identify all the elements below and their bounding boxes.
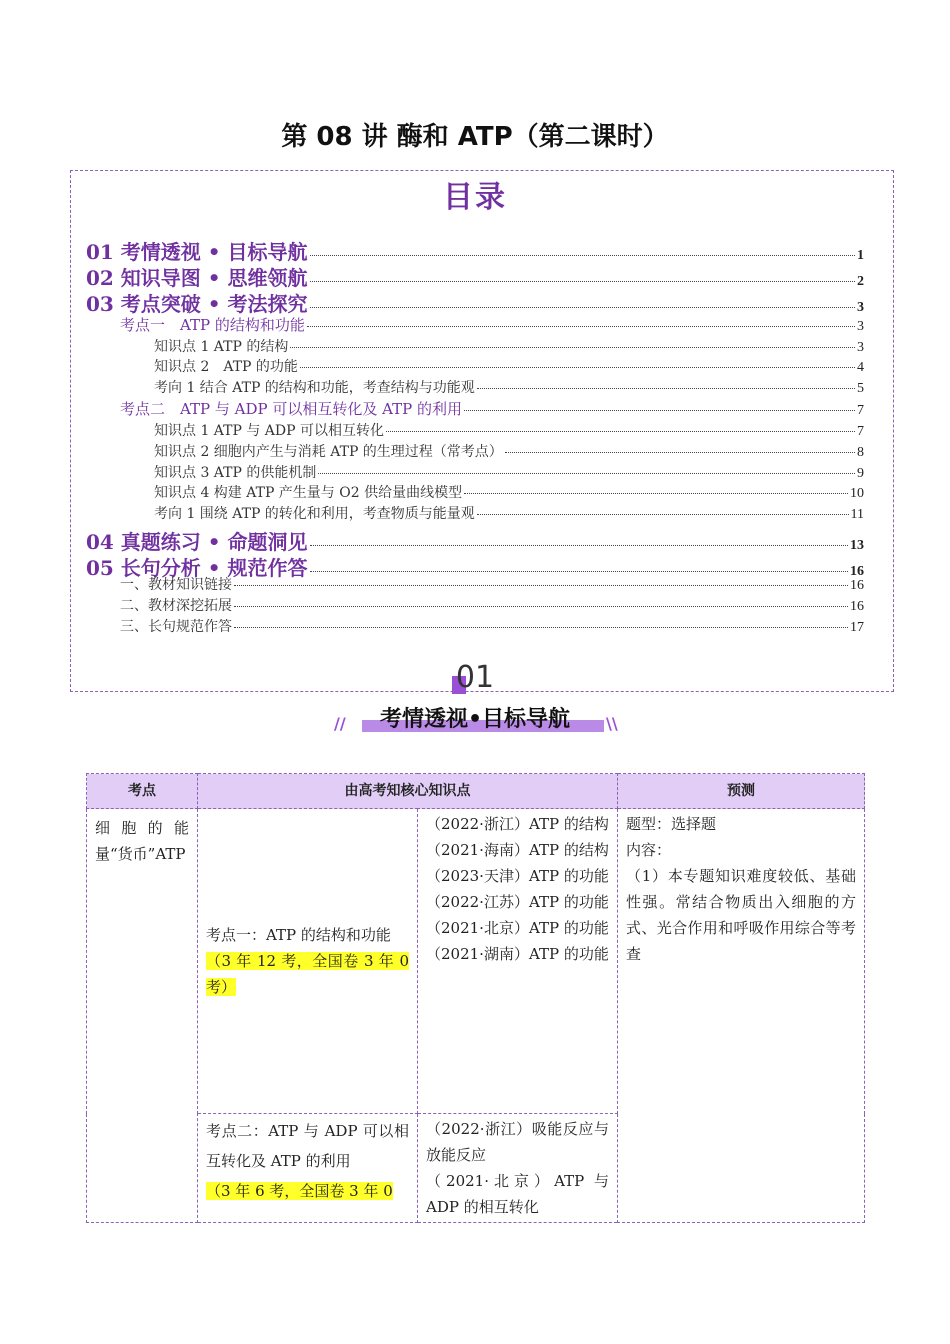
list-item: （2022·江苏）ATP 的功能 xyxy=(426,893,609,911)
toc-entry-text: 考向 1 结合 ATP 的结构和功能，考查结构与功能观 xyxy=(154,380,475,396)
toc-page-number: 11 xyxy=(850,507,864,522)
toc-leader-dots xyxy=(310,571,848,572)
toc-page-number: 7 xyxy=(857,403,864,418)
point2-label: 考点二：ATP 与 ADP 可以相互转化及 ATP 的利用 xyxy=(206,1122,409,1170)
section-slash-left: // xyxy=(334,714,346,733)
toc-entry[interactable] xyxy=(86,236,864,265)
toc-entry-text: 考点一 ATP 的结构和功能 xyxy=(120,316,305,334)
toc-page-number: 3 xyxy=(857,319,864,334)
toc-entry[interactable] xyxy=(86,288,864,317)
list-item: （2022·浙江）ATP 的结构 xyxy=(426,815,609,833)
point2-cell xyxy=(198,1114,418,1223)
toc-entry[interactable] xyxy=(154,482,864,502)
toc-entry[interactable] xyxy=(120,574,864,594)
list-item: （2021·北京）ATP 的功能 xyxy=(426,919,609,937)
toc-page-number: 1 xyxy=(857,248,864,263)
toc-leader-dots xyxy=(310,545,848,546)
toc-leader-dots xyxy=(290,347,855,348)
list-item: （2021·湖南）ATP 的功能 xyxy=(426,945,609,963)
document-title: 第 08 讲 酶和 ATP（第二课时） xyxy=(281,122,669,152)
toc-page-number: 17 xyxy=(850,620,864,635)
toc-leader-dots xyxy=(234,585,848,586)
toc-leader-dots xyxy=(310,307,855,308)
toc-leader-dots xyxy=(477,388,855,389)
toc-entry[interactable] xyxy=(154,356,864,376)
toc-entry-text: 三、长句规范作答 xyxy=(120,619,232,635)
toc-entry-text: 知识点 2 ATP 的功能 xyxy=(154,359,298,375)
point2-items xyxy=(418,1114,618,1223)
toc-leader-dots xyxy=(318,473,855,474)
header-knowledge: 由高考知核心知识点 xyxy=(198,774,618,809)
toc-entry-text: 03 考点突破 • 考法探究 xyxy=(86,292,308,316)
toc-page-number: 8 xyxy=(857,445,864,460)
prediction-content: （1）本专题知识难度较低、基础性强。常结合物质出入细胞的方式、光合作用和呼吸作用综合等考查 xyxy=(626,867,856,963)
toc-leader-dots xyxy=(234,606,848,607)
prediction-type: 题型：选择题 xyxy=(626,815,717,833)
toc-entry[interactable] xyxy=(154,420,864,440)
table-row xyxy=(87,809,865,1114)
prediction-content-label: 内容： xyxy=(626,841,672,859)
section-number: 01 xyxy=(455,660,495,695)
toc-entry-text: 一、教材知识链接 xyxy=(120,577,232,593)
toc-entry[interactable] xyxy=(154,441,864,461)
toc-entry-text: 知识点 1 ATP 与 ADP 可以相互转化 xyxy=(154,423,385,439)
toc-page-number: 2 xyxy=(857,274,864,289)
toc-page-number: 16 xyxy=(850,564,864,579)
toc-page-number: 5 xyxy=(857,381,864,396)
list-item: （2022·浙江）吸能反应与放能反应 xyxy=(426,1120,609,1164)
toc-page-number: 4 xyxy=(857,360,864,375)
toc-entry[interactable] xyxy=(154,377,864,397)
toc-entry[interactable] xyxy=(120,616,864,636)
toc-entry[interactable] xyxy=(120,398,864,419)
toc-entry-text: 知识点 1 ATP 的结构 xyxy=(154,339,289,355)
toc-leader-dots xyxy=(307,326,855,327)
toc-leader-dots xyxy=(386,431,855,432)
toc-entry[interactable] xyxy=(154,462,864,482)
table-header-row xyxy=(87,774,865,809)
point1-cell xyxy=(198,809,418,1114)
toc-entry-text: 05 长句分析 • 规范作答 xyxy=(86,556,308,580)
toc-entry[interactable] xyxy=(120,595,864,615)
toc-page-number: 3 xyxy=(857,300,864,315)
toc-leader-dots xyxy=(464,493,848,494)
list-item: （2021·海南）ATP 的结构 xyxy=(426,841,609,859)
toc-entry-text: 04 真题练习 • 命题洞见 xyxy=(86,530,308,554)
point1-stat: （3 年 12 考，全国卷 3 年 0 考） xyxy=(206,952,409,996)
toc-leader-dots xyxy=(477,514,849,515)
point2-stat: （3 年 6 考，全国卷 3 年 0 xyxy=(206,1182,393,1200)
toc-entry[interactable] xyxy=(120,314,864,335)
toc-entry-text: 二、教材深挖拓展 xyxy=(120,598,232,614)
toc-entry[interactable] xyxy=(154,336,864,356)
toc-entry-text: 01 考情透视 • 目标导航 xyxy=(86,240,308,264)
toc-page-number: 3 xyxy=(857,340,864,355)
toc-page-number: 13 xyxy=(850,538,864,553)
point1-items xyxy=(418,809,618,1114)
toc-entry-text: 02 知识导图 • 思维领航 xyxy=(86,266,308,290)
header-topic: 考点 xyxy=(87,774,198,809)
toc-leader-dots xyxy=(300,367,855,368)
toc-entry[interactable] xyxy=(86,262,864,291)
toc-leader-dots xyxy=(464,410,855,411)
toc-entry[interactable] xyxy=(154,503,864,523)
section-slash-right: \\ xyxy=(606,714,618,733)
toc-entry-text: 考点二 ATP 与 ADP 可以相互转化及 ATP 的利用 xyxy=(120,400,463,418)
list-item: （2023·天津）ATP 的功能 xyxy=(426,867,609,885)
toc-page-number: 10 xyxy=(850,486,864,501)
toc-entry-text: 考向 1 围绕 ATP 的转化和利用，考查物质与能量观 xyxy=(154,506,475,522)
toc-entry-text: 知识点 3 ATP 的供能机制 xyxy=(154,465,317,481)
toc-leader-dots xyxy=(310,255,855,256)
toc-entry[interactable] xyxy=(86,526,864,555)
toc-heading: 目录 xyxy=(443,180,507,215)
toc-page-number: 16 xyxy=(850,578,864,593)
list-item: （2021·北京）ATP 与 ADP 的相互转化 xyxy=(426,1172,609,1216)
toc-entry-text: 知识点 2 细胞内产生与消耗 ATP 的生理过程（常考点） xyxy=(154,444,503,460)
toc-leader-dots xyxy=(310,281,855,282)
toc-entry-text: 知识点 4 构建 ATP 产生量与 O2 供给量曲线模型 xyxy=(154,485,463,501)
toc-leader-dots xyxy=(234,627,848,628)
topic-cell: 细胞的能量“货币”ATP xyxy=(87,809,198,1223)
exam-analysis-table xyxy=(86,773,865,1223)
toc-page-number: 16 xyxy=(850,599,864,614)
toc-page-number: 9 xyxy=(857,466,864,481)
toc-page-number: 7 xyxy=(857,424,864,439)
point1-label: 考点一：ATP 的结构和功能 xyxy=(206,926,391,944)
section-title: 考情透视•目标导航 xyxy=(379,707,571,732)
header-prediction: 预测 xyxy=(618,774,865,809)
toc-leader-dots xyxy=(505,452,855,453)
prediction-cell xyxy=(618,809,865,1223)
